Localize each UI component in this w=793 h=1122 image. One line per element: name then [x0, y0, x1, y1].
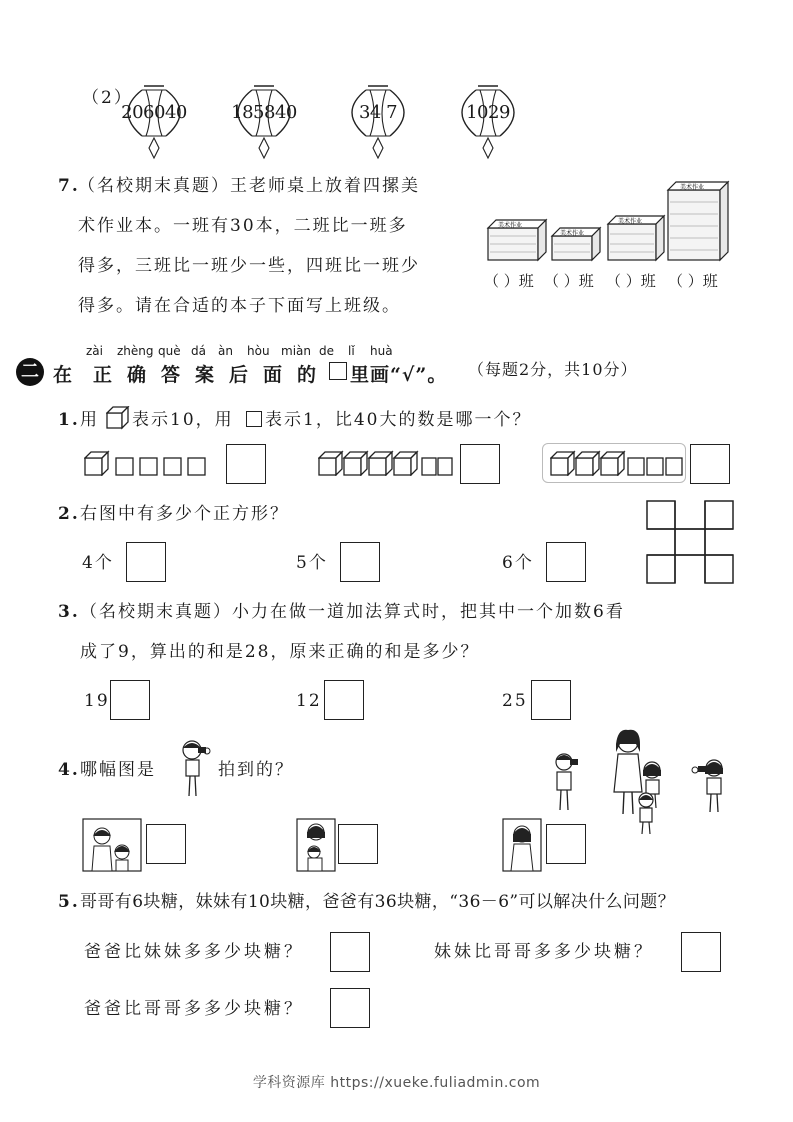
title-char: 面 — [263, 364, 283, 386]
title-char: 的 — [297, 364, 317, 386]
book-label: 美术作业 — [498, 222, 523, 229]
q5-answer-box-b[interactable] — [681, 932, 721, 972]
q2-option-b-label: 5个 — [296, 553, 328, 573]
pinyin-5: àn — [218, 344, 233, 358]
q2-text: 右图中有多少个正方形？ — [80, 504, 289, 524]
lantern-value: 34 7 — [358, 102, 398, 123]
section-score-note: （每题2分，共10分） — [468, 360, 638, 379]
q3-line2: 成了9，算出的和是28，原来正确的和是多少？ — [80, 642, 480, 662]
q1-text-a: 用 — [80, 410, 99, 430]
lantern-value: 1029 — [466, 102, 510, 123]
q1-answer-box-c[interactable] — [690, 444, 730, 484]
q7-line2: 术作业本。一班有30本，二班比一班多 — [78, 216, 408, 236]
q1-answer-box-a[interactable] — [226, 444, 266, 484]
q5-number: 5. — [58, 892, 80, 912]
class-blank-2[interactable]: （ ）班 — [544, 272, 594, 290]
q4-answer-box-c[interactable] — [546, 824, 586, 864]
q4-photo-a — [82, 818, 142, 872]
title-char: 答 — [161, 364, 181, 386]
photographer-boy-icon — [176, 738, 216, 800]
q1-option-b-blocks — [318, 450, 453, 476]
q3-answer-box-b[interactable] — [324, 680, 364, 720]
q7-line4: 得多。请在合适的本子下面写上班级。 — [78, 296, 401, 316]
section-badge: 二 — [16, 358, 44, 386]
q3-number: 3. — [58, 602, 80, 622]
q5-option-a-label: 爸爸比妹妹多多少块糖？ — [84, 942, 304, 962]
q1-option-c-blocks — [550, 450, 685, 476]
mother — [614, 730, 642, 814]
title-char: 后 — [229, 364, 249, 386]
q4-answer-box-a[interactable] — [146, 824, 186, 864]
q3-answer-box-c[interactable] — [531, 680, 571, 720]
title-square-icon — [329, 362, 347, 380]
q3-line1: （名校期末真题）小力在做一道加法算式时，把其中一个加数6看 — [80, 602, 625, 622]
lantern-icon — [228, 84, 300, 164]
q4-text-b: 拍到的？ — [218, 760, 294, 780]
part2-label: （2） — [82, 88, 133, 108]
q2-answer-box-b[interactable] — [340, 542, 380, 582]
pinyin-3: què — [158, 344, 181, 358]
q3-option-c-label: 25 — [502, 691, 528, 711]
girl-right — [692, 760, 723, 812]
lantern-2 — [228, 84, 300, 164]
q2-answer-box-a[interactable] — [126, 542, 166, 582]
class-blank-4[interactable]: （ ）班 — [668, 272, 718, 290]
lantern-value: 185840 — [231, 102, 297, 123]
q4-scene-illustration — [548, 728, 738, 836]
q1-answer-box-b[interactable] — [460, 444, 500, 484]
book-stack-4 — [668, 182, 728, 260]
pinyin-8: de — [319, 344, 334, 358]
book-stacks-illustration — [486, 178, 731, 266]
q4-photo-c — [502, 818, 542, 872]
q4-number: 4. — [58, 760, 80, 780]
q5-option-c-label: 爸爸比哥哥多多少块糖？ — [84, 999, 304, 1019]
lantern-icon — [118, 84, 190, 164]
q1-option-a-blocks — [84, 450, 219, 476]
pinyin-7: miàn — [281, 344, 311, 358]
pinyin-4: dá — [191, 344, 206, 358]
lantern-3 — [342, 84, 414, 164]
lantern-4 — [452, 84, 524, 164]
pinyin-1: zài — [86, 344, 103, 358]
q1-number: 1. — [58, 410, 80, 430]
lantern-icon — [342, 84, 414, 164]
q1-text-c: 表示1，比40大的数是哪一个？ — [265, 410, 532, 430]
book-label: 美术作业 — [680, 184, 705, 191]
lantern-value: 206040 — [121, 102, 187, 123]
title-char: 正 — [93, 364, 113, 386]
q7-number: 7. — [58, 176, 80, 196]
unit-square-icon — [246, 411, 262, 427]
q2-option-a-label: 4个 — [82, 553, 114, 573]
pinyin-6: hòu — [247, 344, 270, 358]
q5-option-b-label: 妹妹比哥哥多多少块糖？ — [434, 942, 654, 962]
pinyin-2: zhèng — [117, 344, 154, 358]
q2-number: 2. — [58, 504, 80, 524]
book-label: 美术作业 — [560, 230, 585, 237]
q2-option-c-label: 6个 — [502, 553, 534, 573]
cube-icon — [106, 406, 130, 430]
q3-option-a-label: 19 — [84, 691, 110, 711]
footer-watermark: 学科资源库 https://xueke.fuliadmin.com — [252, 1075, 541, 1091]
q7-class-blanks — [484, 270, 730, 291]
lantern-icon — [452, 84, 524, 164]
boy-left — [556, 754, 578, 810]
q3-answer-box-a[interactable] — [110, 680, 150, 720]
q4-answer-box-b[interactable] — [338, 824, 378, 864]
pinyin-10: huà — [370, 344, 393, 358]
q5-answer-box-c[interactable] — [330, 988, 370, 1028]
title-char: 在 — [53, 364, 73, 386]
lantern-1 — [118, 84, 190, 164]
title-char: 确 — [127, 364, 147, 386]
class-blank-3[interactable]: （ ）班 — [606, 272, 656, 290]
pinyin-9: lǐ — [348, 344, 355, 358]
title-tail: 里画“√”。 — [350, 364, 448, 386]
book-label: 美术作业 — [618, 218, 643, 225]
q7-line3: 得多，三班比一班少一些，四班比一班少 — [78, 256, 420, 276]
q7-line1: （名校期末真题）王老师桌上放着四摞美 — [78, 176, 420, 196]
child-front — [639, 793, 653, 834]
q5-text: 哥哥有6块糖，妹妹有10块糖，爸爸有36块糖，“36－6”可以解决什么问题？ — [80, 892, 676, 912]
q4-text-a: 哪幅图是 — [80, 760, 156, 780]
q4-photo-b — [296, 818, 336, 872]
q1-text-b: 表示10，用 — [132, 410, 234, 430]
title-char: 案 — [195, 364, 215, 386]
squares-figure — [646, 500, 734, 584]
q2-answer-box-c[interactable] — [546, 542, 586, 582]
class-blank-1[interactable]: （ ）班 — [484, 272, 534, 290]
q5-answer-box-a[interactable] — [330, 932, 370, 972]
q3-option-b-label: 12 — [296, 691, 322, 711]
